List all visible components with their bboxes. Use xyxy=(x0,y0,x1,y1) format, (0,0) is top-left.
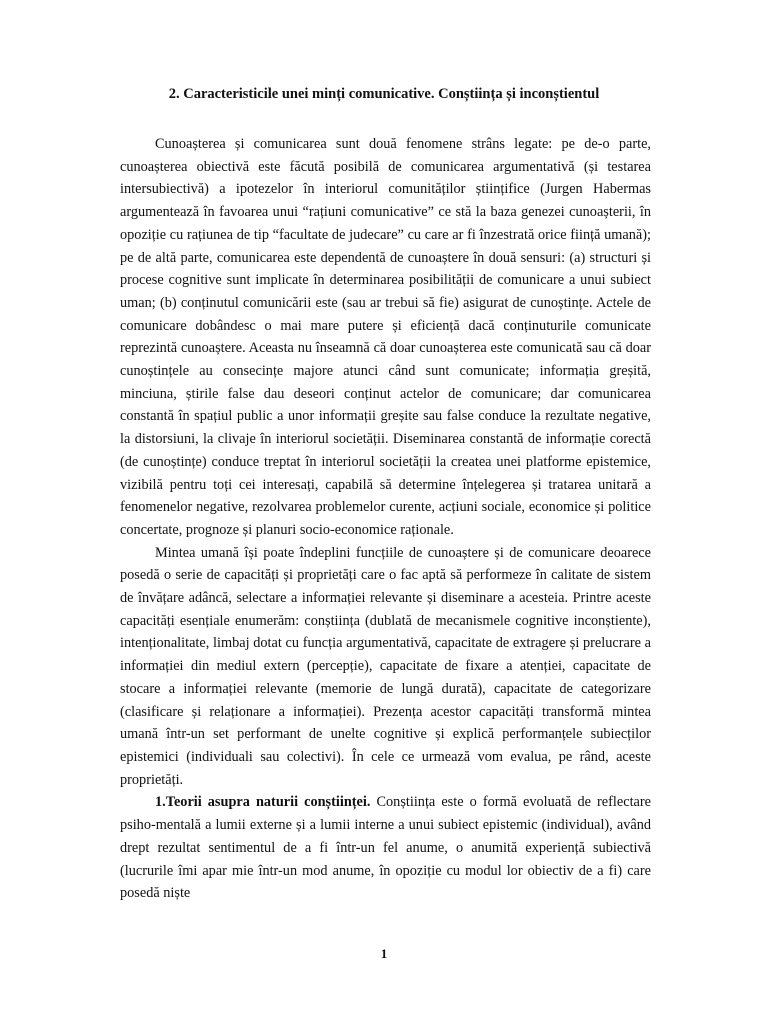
paragraph-1 xyxy=(120,133,651,542)
paragraph-2 xyxy=(120,542,651,792)
document-body xyxy=(120,133,651,905)
paragraph-3 xyxy=(120,791,651,905)
paragraph-1-text: Cunoașterea și comunicarea sunt două fenomene strâns legate: pe de-o parte, cunoașterea obiectivă este făcută posibilă de comunicarea argumentativă (și testarea intersubiectivă) a ipotezelor în interiorul comunităților științifice (Jurgen Habermas argumentează în favoarea unui “rațiuni comunicative” ce stă la baza genezei cunoașterii, în opoziție cu rațiunea de tip “facultate de judecare” cu care ar fi înzestrată orice ființă umană); pe de altă parte, comunicarea este dependentă de cunoaștere în două sensuri: (a) structuri și procese cognitive sunt implicate în determinarea posibilității de comunicare a unui subiect uman; (b) conținutul comunicării este (sau ar trebui să fie) asigurat de cunoștințe. Actele de comunicare dobândesc o mai mare putere și eficiență dacă conținuturile comunicate reprezintă cunoaștere. Aceasta nu înseamnă că doar cunoașterea este comunicată sau că doar cunoștințele au consecințe majore atunci când sunt comunicate; informația greșită, minciuna, știrile false dau deseori conținut actelor de comunicare; dar comunicarea constantă în spațiul public a unor informații greșite sau false conduce la rezultate negative, la distorsiuni, la clivaje în interiorul societății. Diseminarea constantă de informație corectă (de cunoștințe) conduce treptat în interiorul societății la createa unei platforme epistemice, vizibilă pentru toți cei interesați, capabilă să determine înțelegerea și tratarea unitară a fenomenelor negative, rezolvarea problemelor curente, acțiuni sociale, economice și politice concertate, prognoze și planuri socio-economice raționale. xyxy=(120,136,651,538)
paragraph-2-text: Mintea umană își poate îndeplini funcțiile de cunoaștere și de comunicare deoarece posedă o serie de capacități și proprietăți care o fac aptă să performeze în calitate de sistem de învățare adâncă, selectare a informației relevante și diseminare a acesteia. Printre aceste capacități esențiale enumerăm: conștiința (dublată de mecanismele cognitive inconștiente), intenționalitate, limbaj dotat cu funcția argumentativă, capacitate de extragere și prelucrare a informației din mediul extern (percepție), capacitate de fixare a atenției, capacitate de stocare a informației relevante (memorie de lungă durată), capacitate de categorizare (clasificare și relaționare a informației). Prezența acestor capacități transformă mintea umană într-un set performant de unelte cognitive și explică performanțele subiecților epistemici (individuali sau colectivi). În cele ce urmează vom evalua, pe rând, aceste proprietăți. xyxy=(120,544,651,788)
section-title: 2. Caracteristicile unei minți comunicative. Conștiința și inconștientul xyxy=(168,86,600,102)
subsection-heading: 1.Teorii asupra naturii conștiinței. xyxy=(155,794,371,811)
paragraph-3-text: Conștiința este o formă evoluată de reflectare psiho-mentală a lumii externe și a lumii interne a unui subiect epistemic (individual), având drept rezultat sentimentul de a fi într-un fel anume, o anumită experiență subiectivă (lucrurile îmi apar mie într-un mod anume, în opoziție cu modul lor obiectiv de a fi) care posedă niște xyxy=(120,794,652,902)
page-number: 1 xyxy=(380,946,388,961)
